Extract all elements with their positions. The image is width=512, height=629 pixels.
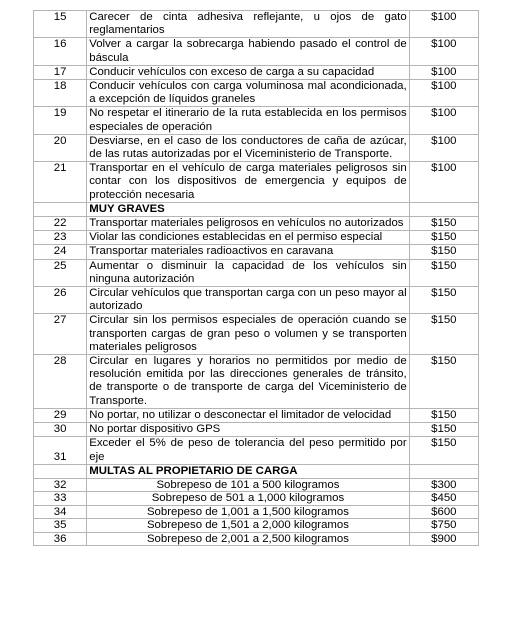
infraction-description: Transportar materiales radioactivos en caravana bbox=[87, 245, 409, 259]
row-number: 29 bbox=[34, 408, 87, 422]
infraction-description: Circular vehículos que transportan carga con un peso mayor al autorizado bbox=[87, 287, 409, 314]
table-row bbox=[34, 162, 479, 203]
fine-amount: $150 bbox=[409, 231, 478, 245]
table-row bbox=[34, 11, 479, 38]
table-row bbox=[34, 355, 479, 409]
table-row bbox=[34, 287, 479, 314]
fine-amount: $150 bbox=[409, 217, 478, 231]
infraction-description: Circular en lugares y horarios no permitidos por medio de resolución emitida por las direcciones generales de tránsito, de transporte o de transporte de carga del Viceministerio de Transporte. bbox=[87, 355, 409, 409]
row-number: 33 bbox=[34, 492, 87, 505]
row-number: 34 bbox=[34, 505, 87, 518]
table-row bbox=[34, 217, 479, 231]
table-row bbox=[34, 259, 479, 286]
row-number: 26 bbox=[34, 287, 87, 314]
fine-amount: $100 bbox=[409, 80, 478, 107]
fines-table-body bbox=[34, 11, 479, 546]
section-title: MULTAS AL PROPIETARIO DE CARGA bbox=[87, 464, 409, 478]
row-number: 36 bbox=[34, 532, 87, 545]
row-number: 27 bbox=[34, 314, 87, 355]
infraction-description: Transportar en el vehículo de carga materiales peligrosos sin contar con los dispositivos de emergencia y equipos de protección necesaria bbox=[87, 162, 409, 203]
infraction-description: Exceder el 5% de peso de tolerancia del peso permitido por eje bbox=[87, 437, 409, 464]
row-number: 18 bbox=[34, 80, 87, 107]
infraction-description: Sobrepeso de 501 a 1,000 kilogramos bbox=[87, 492, 409, 505]
infraction-description: Desviarse, en el caso de los conductores de caña de azúcar, de las rutas autorizadas por el Viceministerio de Transporte. bbox=[87, 134, 409, 161]
infraction-description: Sobrepeso de 1,501 a 2,000 kilogramos bbox=[87, 519, 409, 532]
fine-amount: $150 bbox=[409, 245, 478, 259]
infraction-description: Violar las condiciones establecidas en el permiso especial bbox=[87, 231, 409, 245]
row-number: 23 bbox=[34, 231, 87, 245]
fine-amount: $150 bbox=[409, 314, 478, 355]
infraction-description: Volver a cargar la sobrecarga habiendo pasado el control de báscula bbox=[87, 38, 409, 65]
fines-table bbox=[33, 10, 479, 546]
section-title: MUY GRAVES bbox=[87, 202, 409, 216]
empty-cell bbox=[409, 464, 478, 478]
table-row bbox=[34, 134, 479, 161]
table-row bbox=[34, 231, 479, 245]
row-number: 16 bbox=[34, 38, 87, 65]
table-row bbox=[34, 423, 479, 437]
fine-amount: $100 bbox=[409, 134, 478, 161]
infraction-description: No portar dispositivo GPS bbox=[87, 423, 409, 437]
row-number: 25 bbox=[34, 259, 87, 286]
infraction-description: Transportar materiales peligrosos en vehículos no autorizados bbox=[87, 217, 409, 231]
fine-amount: $150 bbox=[409, 423, 478, 437]
row-number: 28 bbox=[34, 355, 87, 409]
row-number: 22 bbox=[34, 217, 87, 231]
row-number: 35 bbox=[34, 519, 87, 532]
row-number: 24 bbox=[34, 245, 87, 259]
table-row bbox=[34, 38, 479, 65]
fine-amount: $100 bbox=[409, 107, 478, 134]
table-row bbox=[34, 314, 479, 355]
infraction-description: Conducir vehículos con carga voluminosa mal acondicionada, a excepción de líquidos graneles bbox=[87, 80, 409, 107]
row-number: 19 bbox=[34, 107, 87, 134]
fine-amount: $750 bbox=[409, 519, 478, 532]
fine-amount: $100 bbox=[409, 65, 478, 79]
table-row bbox=[34, 532, 479, 545]
fine-amount: $300 bbox=[409, 478, 478, 491]
table-row bbox=[34, 107, 479, 134]
row-number: 21 bbox=[34, 162, 87, 203]
infraction-description: Aumentar o disminuir la capacidad de los vehículos sin ninguna autorización bbox=[87, 259, 409, 286]
table-row bbox=[34, 65, 479, 79]
fine-amount: $100 bbox=[409, 11, 478, 38]
table-row bbox=[34, 478, 479, 491]
fine-amount: $150 bbox=[409, 259, 478, 286]
row-number: 32 bbox=[34, 478, 87, 491]
section-header-row bbox=[34, 202, 479, 216]
infraction-description: Circular sin los permisos especiales de operación cuando se transporten cargas de gran peso o volumen y se transporten materiales peligrosos bbox=[87, 314, 409, 355]
infraction-description: Sobrepeso de 1,001 a 1,500 kilogramos bbox=[87, 505, 409, 518]
row-number: 15 bbox=[34, 11, 87, 38]
infraction-description: No portar, no utilizar o desconectar el limitador de velocidad bbox=[87, 408, 409, 422]
table-row bbox=[34, 505, 479, 518]
empty-cell bbox=[34, 464, 87, 478]
row-number: 30 bbox=[34, 423, 87, 437]
section-header-row bbox=[34, 464, 479, 478]
infraction-description: Sobrepeso de 2,001 a 2,500 kilogramos bbox=[87, 532, 409, 545]
fine-amount: $150 bbox=[409, 287, 478, 314]
row-number: 20 bbox=[34, 134, 87, 161]
fine-amount: $450 bbox=[409, 492, 478, 505]
fine-amount: $150 bbox=[409, 437, 478, 464]
infraction-description: Carecer de cinta adhesiva reflejante, u ojos de gato reglamentarios bbox=[87, 11, 409, 38]
fine-amount: $900 bbox=[409, 532, 478, 545]
table-row bbox=[34, 245, 479, 259]
infraction-description: No respetar el itinerario de la ruta establecida en los permisos especiales de operación bbox=[87, 107, 409, 134]
table-row bbox=[34, 408, 479, 422]
table-row bbox=[34, 519, 479, 532]
document-page bbox=[33, 10, 479, 546]
empty-cell bbox=[409, 202, 478, 216]
row-number: 31 bbox=[34, 437, 87, 464]
fine-amount: $600 bbox=[409, 505, 478, 518]
table-row bbox=[34, 80, 479, 107]
table-row bbox=[34, 492, 479, 505]
fine-amount: $150 bbox=[409, 355, 478, 409]
empty-cell bbox=[34, 202, 87, 216]
table-row bbox=[34, 437, 479, 464]
row-number: 17 bbox=[34, 65, 87, 79]
fine-amount: $100 bbox=[409, 38, 478, 65]
fine-amount: $150 bbox=[409, 408, 478, 422]
fine-amount: $100 bbox=[409, 162, 478, 203]
infraction-description: Conducir vehículos con exceso de carga a su capacidad bbox=[87, 65, 409, 79]
infraction-description: Sobrepeso de 101 a 500 kilogramos bbox=[87, 478, 409, 491]
